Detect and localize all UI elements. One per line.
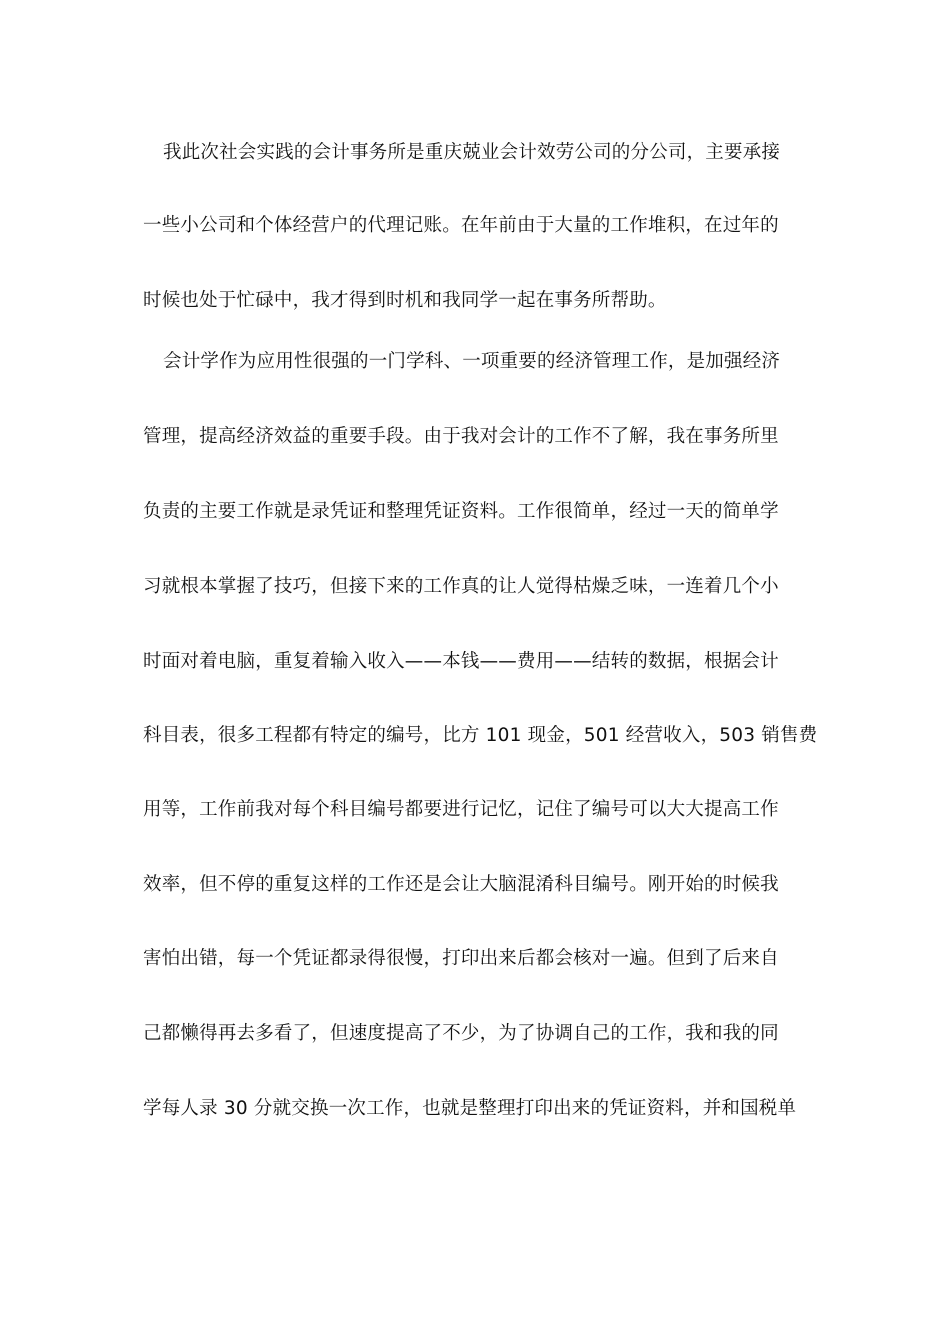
- paragraph-1-line-3: 时候也处于忙碌中，我才得到时机和我同学一起在事务所帮助。: [143, 290, 667, 311]
- paragraph-2-line-8: 效率，但不停的重复这样的工作还是会让大脑混淆科目编号。刚开始的时候我: [143, 874, 779, 895]
- paragraph-1-line-1: 我此次社会实践的会计事务所是重庆兢业会计效劳公司的分公司，主要承接: [163, 142, 781, 163]
- paragraph-2-line-10: 己都懒得再去多看了，但速度提高了不少，为了协调自己的工作，我和我的同: [143, 1023, 779, 1044]
- paragraph-2-line-1: 会计学作为应用性很强的一门学科、一项重要的经济管理工作，是加强经济: [163, 351, 781, 372]
- paragraph-2-line-5: 时面对着电脑，重复着输入收入——本钱——费用——结转的数据，根据会计: [143, 651, 779, 672]
- paragraph-2-line-9: 害怕出错，每一个凭证都录得很慢，打印出来后都会核对一遍。但到了后来自: [143, 948, 779, 969]
- paragraph-2-line-2: 管理，提高经济效益的重要手段。由于我对会计的工作不了解，我在事务所里: [143, 426, 779, 447]
- paragraph-2-line-4: 习就根本掌握了技巧，但接下来的工作真的让人觉得枯燥乏味，一连着几个小: [143, 576, 779, 597]
- paragraph-2-line-6: 科目表，很多工程都有特定的编号，比方 101 现金，501 经营收入，503 销售费: [143, 725, 818, 746]
- paragraph-2-line-3: 负责的主要工作就是录凭证和整理凭证资料。工作很简单，经过一天的简单学: [143, 501, 779, 522]
- paragraph-2-line-11: 学每人录 30 分就交换一次工作，也就是整理打印出来的凭证资料，并和国税单: [143, 1098, 797, 1119]
- paragraph-2-line-7: 用等，工作前我对每个科目编号都要进行记忆，记住了编号可以大大提高工作: [143, 799, 779, 820]
- paragraph-1-line-2: 一些小公司和个体经营户的代理记账。在年前由于大量的工作堆积，在过年的: [143, 215, 779, 236]
